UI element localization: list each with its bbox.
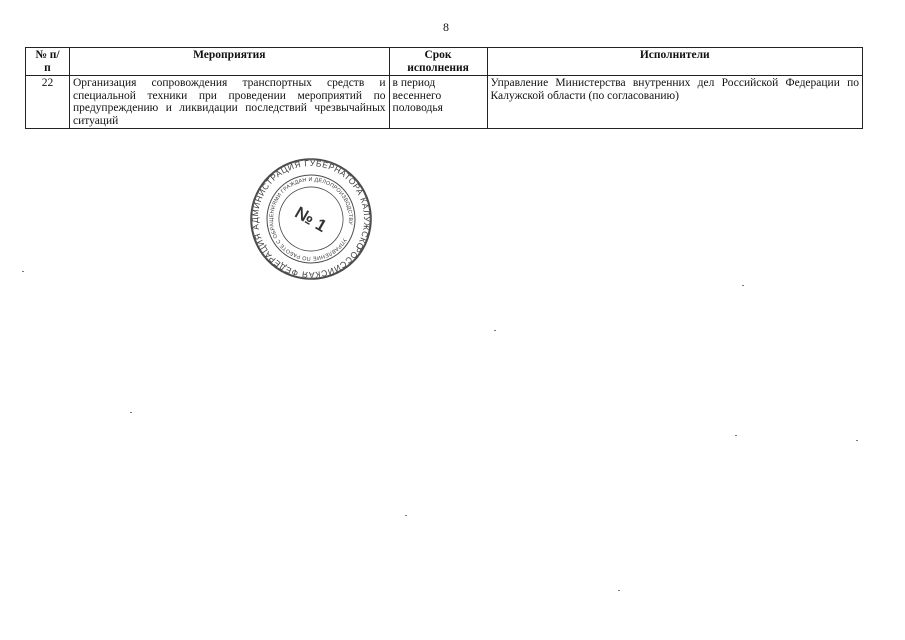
row-measure: Организация сопровождения транспортных средств и специальной техники при проведении мероприятий по предупреждению и ликвидации последствий чрезвычайных ситуаций [69, 76, 389, 129]
scan-speck [742, 285, 744, 286]
seal-inner-text: УПРАВЛЕНИЕ ПО РАБОТЕ С ОБРАЩЕНИЯМИ ГРАЖДАН И ДЕЛОПРОИЗВОДСТВУ [268, 176, 354, 262]
header-deadline: Срок исполнения [389, 48, 487, 76]
page-number: 8 [443, 20, 449, 34]
seal-center-number: № 1 [291, 202, 330, 236]
seal-outer-text: РОССИЙСКАЯ ФЕДЕРАЦИЯ АДМИНИСТРАЦИЯ ГУБЕРНАТОРА КАЛУЖСКОЙ [249, 157, 373, 281]
scan-speck [735, 435, 737, 436]
scan-speck [856, 440, 858, 441]
scan-speck [494, 330, 496, 331]
official-seal [249, 157, 373, 281]
table-header-row [26, 48, 863, 76]
scan-speck [618, 590, 620, 591]
header-measures: Мероприятия [69, 48, 389, 76]
row-deadline: в период весеннего половодья [389, 76, 487, 129]
scan-speck [405, 515, 407, 516]
header-num: № п/п [26, 48, 70, 76]
row-num: 22 [26, 76, 70, 129]
header-executors: Исполнители [487, 48, 862, 76]
measures-table [25, 47, 863, 129]
scan-speck [130, 412, 132, 413]
scan-speck [22, 271, 24, 272]
row-executor: Управление Министерства внутренних дел Российской Федерации по Калужской области (по согласованию) [487, 76, 862, 129]
table-row [26, 76, 863, 129]
